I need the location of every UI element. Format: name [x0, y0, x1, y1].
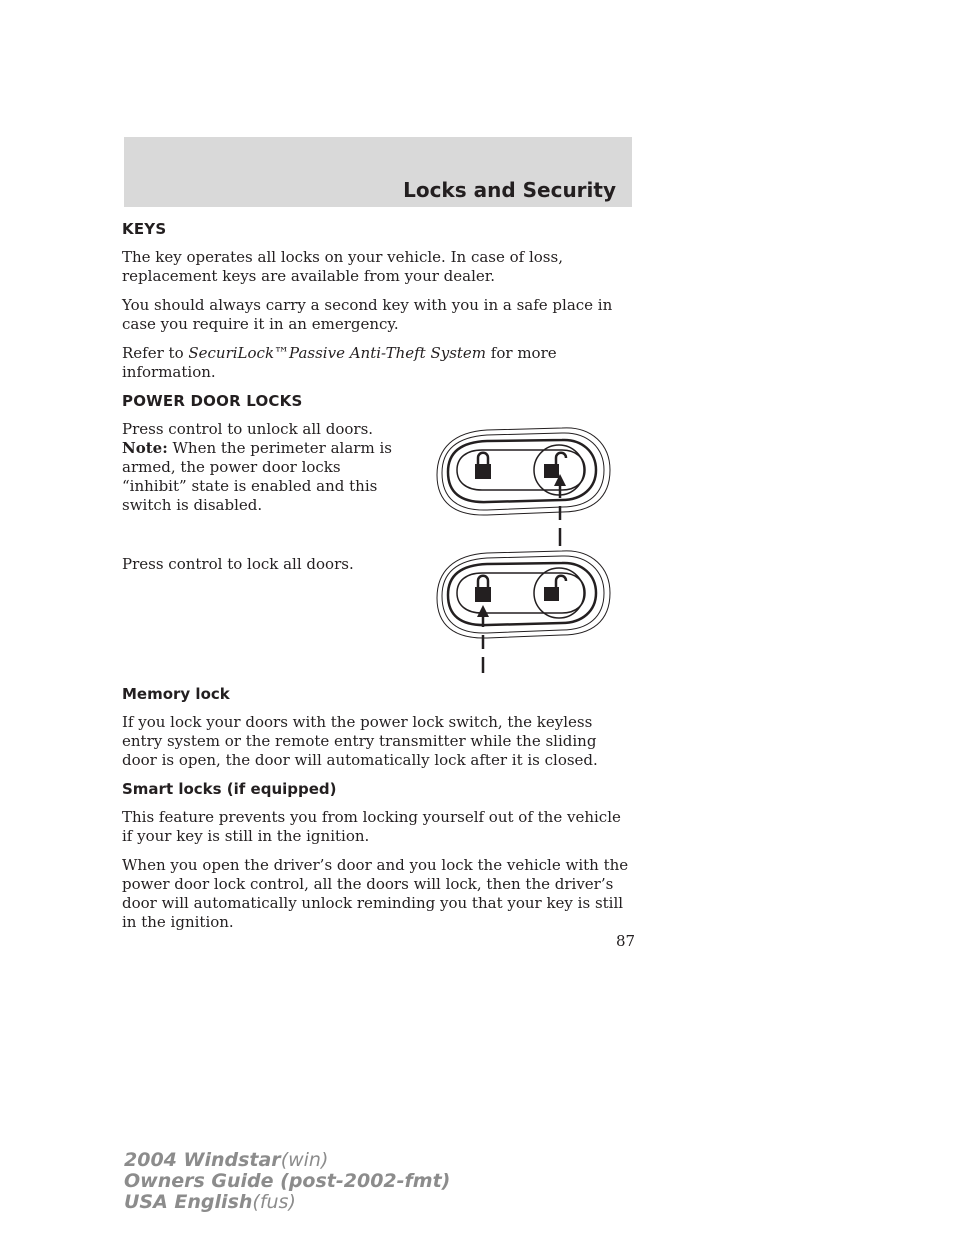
- document-footer: [124, 1150, 450, 1213]
- footer-model-code: (win): [280, 1149, 329, 1171]
- keys-paragraph-3: [122, 344, 632, 382]
- smart-locks-paragraph-2: When you open the driver’s door and you lock the vehicle with the power door lock control, all the doors will lock, then the driver’s door will automatically unlock reminding you that your key is still in the ignition.: [122, 856, 629, 931]
- lock-instruction: Press control to lock all doors.: [122, 555, 354, 573]
- keys-refer-prefix: Refer to: [122, 344, 189, 362]
- keys-paragraph-2: You should always carry a second key with you in a safe place in case you require it in an emergency.: [122, 296, 613, 333]
- lock-switch-illustration: [432, 543, 617, 673]
- footer-line-3: [124, 1192, 450, 1213]
- keys-paragraph-1: The key operates all locks on your vehicle. In case of loss, replacement keys are available from your dealer.: [122, 248, 563, 285]
- keys-refer-suffix: for more information.: [122, 344, 557, 381]
- unlock-instruction-text: [122, 420, 392, 515]
- footer-line-2: Owners Guide (post-2002-fmt): [124, 1170, 451, 1192]
- footer-line-1: [124, 1150, 450, 1171]
- lock-closed-icon: [475, 576, 491, 602]
- footer-model: 2004 Windstar: [124, 1149, 281, 1171]
- footer-language-code: (fus): [252, 1191, 296, 1213]
- securilock-reference: SecuriLock™Passive Anti-Theft System: [188, 344, 487, 362]
- power-door-locks-heading: POWER DOOR LOCKS: [122, 392, 303, 410]
- keys-heading: KEYS: [122, 220, 167, 238]
- unlock-instruction: Press control to unlock all doors.: [122, 420, 374, 438]
- section-title: Locks and Security: [403, 178, 616, 202]
- unlock-instruction-block: [122, 420, 632, 555]
- lock-closed-icon: [475, 453, 491, 479]
- page-number: 87: [616, 932, 636, 950]
- section-header-band: [124, 137, 632, 207]
- memory-lock-heading: Memory lock: [122, 685, 230, 703]
- unlock-switch-illustration: [432, 420, 617, 550]
- footer-language: USA English: [124, 1191, 253, 1213]
- pointer-arrow: [554, 474, 566, 546]
- memory-lock-text: If you lock your doors with the power lock switch, the keyless entry system or the remote entry transmitter while the sliding door is open, the door will automatically lock after it is closed.: [122, 713, 598, 769]
- lock-instruction-block: [122, 555, 632, 685]
- note-text: When the perimeter alarm is armed, the power door locks “inhibit” state is enabled and this switch is disabled.: [122, 439, 392, 514]
- lock-open-icon: [544, 576, 566, 601]
- smart-locks-paragraph-1: This feature prevents you from locking yourself out of the vehicle if your key is still in the ignition.: [122, 808, 621, 845]
- smart-locks-heading: Smart locks (if equipped): [122, 780, 337, 798]
- pointer-arrow: [477, 605, 489, 673]
- note-label: Note:: [122, 439, 168, 457]
- page-content: [122, 220, 632, 942]
- lock-open-icon: [544, 453, 566, 478]
